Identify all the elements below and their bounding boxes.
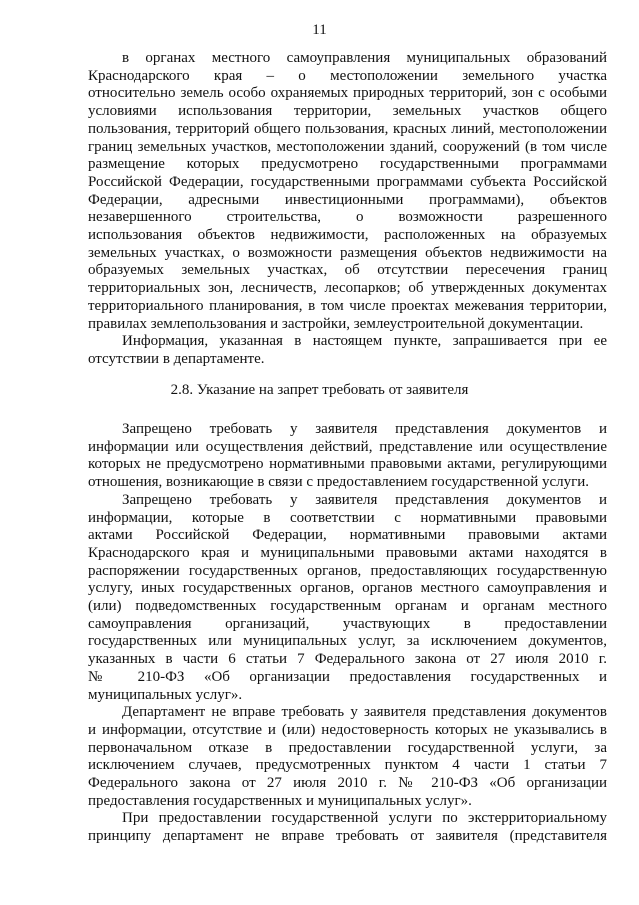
text-line: правилах землепользования и застройки, землеустроительной документации. [88,315,584,332]
paragraph-prohibition-general [88,421,607,492]
text-line: условиями использования территории, земельных участков общего [88,103,607,120]
paragraph-department-restriction [88,704,607,810]
text-line: муниципальных услуг». [88,686,243,703]
paragraph-continuation [88,50,607,369]
text-line: исключением случаев, предусмотренных пунктом 4 части 1 статьи 7 [88,757,607,774]
text-line: услугу, иных государственных органов, органов местного самоуправления и [88,580,607,597]
text-line: Информация, указанная в настоящем пункте, запрашивается при ее [122,333,607,350]
text-line: Департамент не вправе требовать у заявителя представления документов [122,704,607,721]
text-line: информации, которые в соответствии с нормативными правовыми [88,509,607,526]
text-line: Запрещено требовать у заявителя представления документов и [122,491,607,508]
text-line: Краснодарского края – о местоположении земельного участка [88,67,607,84]
text-line: предоставления государственных и муниципальных услуг». [88,792,472,809]
text-line: указанных в части 6 статьи 7 Федерального закона от 27 июля 2010 г. [88,651,607,668]
text-line: Краснодарского края и муниципальными правовыми актами находятся в [88,544,607,561]
text-line: актами Российской Федерации, нормативными правовыми актами [88,527,607,544]
text-line: и информации, отсутствие и (или) недостоверность которых не указывались в [88,721,607,738]
text-line: отсутствии в департаменте. [88,350,265,367]
text-line: распоряжении государственных органов, предоставляющих государственную [88,562,607,579]
text-line: использования объектов недвижимости, расположенных на образуемых [88,227,607,244]
page-number: 11 [312,22,327,38]
text-line: самоуправления организаций, участвующих в предоставлении [88,615,607,632]
text-line: образуемых земельных участках, об отсутствии пересечения границ [88,262,607,279]
section-body [88,421,607,846]
text-line: Федерального закона от 27 июля 2010 г. № 210-ФЗ «Об организации [88,775,607,792]
text-line: территориальных зон, лесничеств, лесопарков; об утвержденных документах [88,280,607,297]
text-line: границ земельных участков, местоположении зданий, сооружений (в том числе [88,138,607,155]
paragraph-location-info [88,50,607,333]
section-heading: 2.8. Указание на запрет требовать от заявителя [170,382,469,398]
text-line: незавершенного строительства, о возможности разрешенного [88,209,607,226]
paragraph-extraterritorial [88,810,607,845]
paragraph-information-request [88,333,607,368]
text-line: территориального планирования, в том числе проектах межевания территории, [88,297,607,314]
text-line: которых не предусмотрено нормативными правовыми актами, регулирующими [88,456,607,473]
text-line: государственных или муниципальных услуг, за исключением документов, [88,633,607,650]
text-line: Российской Федерации, государственными программами субъекта Российской [88,173,607,190]
text-line: № 210-ФЗ «Об организации предоставления государственных и [88,668,607,685]
text-line: принципу департамент не вправе требовать от заявителя (представителя [88,828,607,845]
text-line: (или) подведомственных государственным органам и органам местного [88,598,607,615]
text-line: первоначальном отказе в предоставлении государственной услуги, за [88,739,607,756]
text-line: относительно земель особо охраняемых природных территорий, зон с особыми [88,85,607,102]
text-line: размещение которых предусмотрено государственными программами [88,156,607,173]
text-line: Федерации, адресными инвестиционными программами), объектов [88,191,607,208]
text-line: пользования, территорий общего пользования, красных линий, местоположении [88,120,607,137]
text-line: отношения, возникающие в связи с предоставлением государственной услуги. [88,474,590,491]
text-line: Запрещено требовать у заявителя представления документов и [122,421,607,437]
text-line: информации или осуществления действий, представление или осуществление [88,438,607,455]
paragraph-prohibition-documents [88,492,607,704]
text-line: При предоставлении государственной услуги по экстерриториальному [122,810,607,827]
text-line: в органах местного самоуправления муниципальных образований [122,50,607,66]
text-line: земельных участках, о возможности размещения объектов недвижимости на [88,244,607,261]
